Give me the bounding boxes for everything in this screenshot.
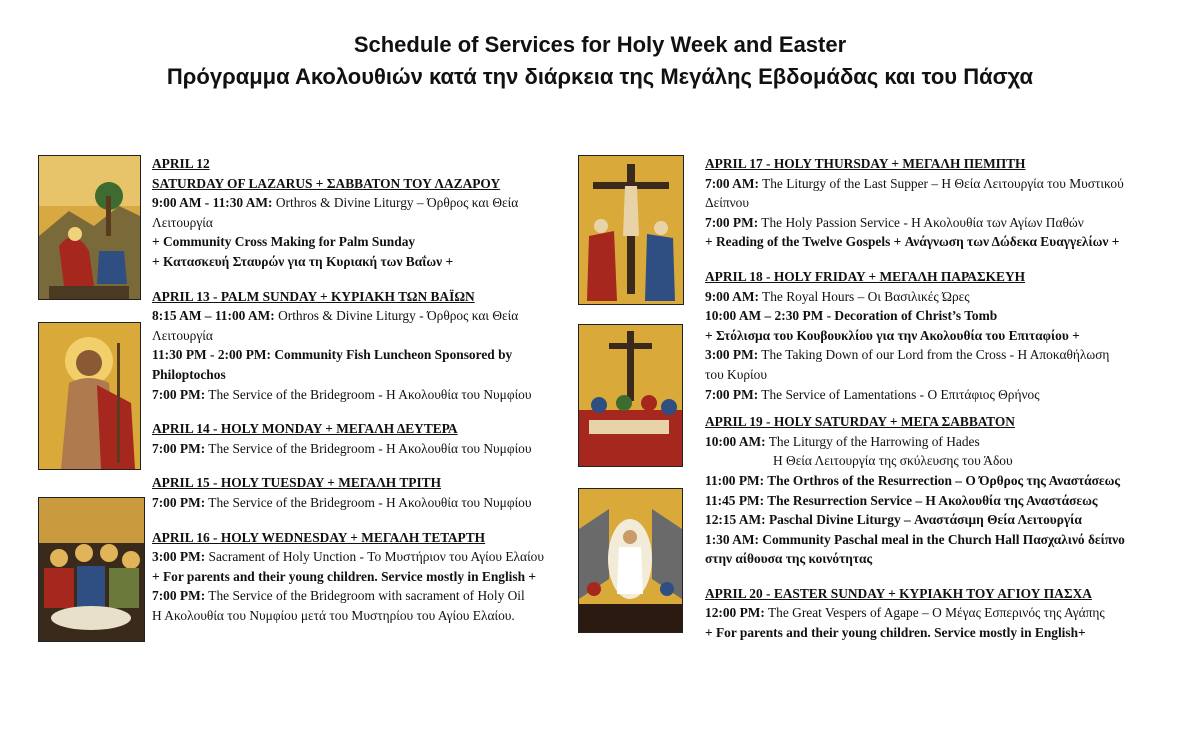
day-april-20 xyxy=(705,584,1155,643)
april-13-line-5: 7:00 PM: The Service of the Bridegroom - Η Ακολουθία του Νυμφίου xyxy=(152,386,532,402)
bridegroom-icon xyxy=(38,322,141,470)
holy-unction-icon xyxy=(38,497,145,642)
april-19-line-3: 11:00 PM: The Orthros of the Resurrection – Ο Όρθρος της Αναστάσεως xyxy=(705,472,1121,488)
april-19-header: APRIL 19 - HOLY SATURDAY + ΜΕΓΑ ΣΑΒΒΑΤΟΝ xyxy=(705,414,1015,430)
left-schedule-column xyxy=(152,154,572,640)
day-april-16 xyxy=(152,528,572,626)
april-15-header: APRIL 15 - HOLY TUESDAY + ΜΕΓΑΛΗ ΤΡΙΤΗ xyxy=(152,475,441,491)
april-19-line-1: 10:00 AM: The Liturgy of the Harrowing of Hades xyxy=(705,433,980,449)
april-20-line-1: 12:00 PM: The Great Vespers of Agape – Ο Μέγας Εσπερινός της Αγάπης xyxy=(705,605,1105,621)
april-16-line-2: + For parents and their young children. Service mostly in English + xyxy=(152,568,537,584)
day-april-14 xyxy=(152,419,572,458)
april-12-line-2: Λειτουργία xyxy=(152,214,213,230)
april-17-line-2: Δείπνου xyxy=(705,195,749,211)
day-april-19 xyxy=(705,412,1155,569)
day-april-17 xyxy=(705,154,1155,252)
april-17-header: APRIL 17 - HOLY THURSDAY + ΜΕΓΑΛΗ ΠΕΜΠΤΗ xyxy=(705,156,1026,171)
april-19-line-7: στην αίθουσα της κοινότητας xyxy=(705,551,873,567)
april-12-line-1: 9:00 AM - 11:30 AM: Orthros & Divine Liturgy – Όρθρος και Θεία xyxy=(152,195,519,211)
april-18-line-6: 7:00 PM: The Service of Lamentations - Ο Επιτάφιος Θρήνος xyxy=(705,386,1040,402)
april-19-line-5: 12:15 AM: Paschal Divine Liturgy – Αναστάσιμη Θεία Λειτουργία xyxy=(705,512,1082,528)
april-18-line-3: + Στόλισμα του Κουβουκλίου για την Ακολουθία του Επιταφίου + xyxy=(705,327,1080,343)
april-15-line-1: 7:00 PM: The Service of the Bridegroom - Η Ακολουθία του Νυμφίου xyxy=(152,494,532,510)
right-schedule-column xyxy=(705,154,1155,658)
april-13-line-3: 11:30 PM - 2:00 PM: Community Fish Luncheon Sponsored by xyxy=(152,347,513,363)
april-19-line-6: 1:30 AM: Community Paschal meal in the Church Hall Πασχαλινό δείπνο xyxy=(705,531,1125,547)
april-19-line-2: Η Θεία Λειτουργία της σκύλευσης του Άδου xyxy=(773,453,1013,469)
april-18-line-4: 3:00 PM: The Taking Down of our Lord from the Cross - Η Αποκαθήλωση xyxy=(705,347,1110,363)
april-17-line-1: 7:00 AM: The Liturgy of the Last Supper – Η Θεία Λειτουργία του Μυστικού xyxy=(705,175,1124,191)
april-13-line-2: Λειτουργία xyxy=(152,327,213,343)
april-12-date: APRIL 12 xyxy=(152,156,210,171)
april-18-line-1: 9:00 AM: The Royal Hours – Οι Βασιλικές Ώρες xyxy=(705,288,970,304)
resurrection-icon xyxy=(578,488,683,633)
april-14-line-1: 7:00 PM: The Service of the Bridegroom - Η Ακολουθία του Νυμφίου xyxy=(152,440,532,456)
crucifixion-icon xyxy=(578,155,684,305)
april-16-line-1: 3:00 PM: Sacrament of Holy Unction - Το Μυστήριον του Αγίου Ελαίου xyxy=(152,549,544,565)
april-18-header: APRIL 18 - HOLY FRIDAY + ΜΕΓΑΛΗ ΠΑΡΑΣΚΕΥΗ xyxy=(705,268,1026,284)
april-17-line-4: + Reading of the Twelve Gospels + Ανάγνωση των Δώδεκα Ευαγγελίων + xyxy=(705,234,1120,250)
page-subtitle-greek: Πρόγραμμα Ακολουθιών κατά την διάρκεια της Μεγάλης Εβδομάδας και του Πάσχα xyxy=(166,64,1034,89)
april-13-line-1: 8:15 AM – 11:00 AM: Orthros & Divine Liturgy - Όρθρος και Θεία xyxy=(152,308,519,324)
april-20-header: APRIL 20 - EASTER SUNDAY + ΚΥΡΙΑΚΗ ΤΟΥ ΑΓΙΟΥ ΠΑΣΧΑ xyxy=(705,585,1092,601)
raising-of-lazarus-icon xyxy=(38,155,141,300)
april-12-line-3: + Community Cross Making for Palm Sunday xyxy=(152,234,416,250)
april-13-header: APRIL 13 - PALM SUNDAY + ΚΥΡΙΑΚΗ ΤΩΝ ΒΑΪΩΝ xyxy=(152,288,475,304)
april-20-line-2: + For parents and their young children. Service mostly in English+ xyxy=(705,625,1086,641)
april-12-header: SATURDAY OF LAZARUS + ΣΑΒΒΑΤΟΝ ΤΟΥ ΛΑΖΑΡΟΥ xyxy=(152,175,501,191)
april-19-line-4: 11:45 PM: The Resurrection Service – Η Ακολουθία της Αναστάσεως xyxy=(705,492,1098,508)
day-april-13 xyxy=(152,287,572,405)
april-14-header: APRIL 14 - HOLY MONDAY + ΜΕΓΑΛΗ ΔΕΥΤΕΡΑ xyxy=(152,421,458,437)
day-april-15 xyxy=(152,473,572,512)
april-18-line-2: 10:00 AM – 2:30 PM - Decoration of Christ’s Tomb xyxy=(705,308,998,324)
page-title: Schedule of Services for Holy Week and Easter xyxy=(353,32,847,57)
day-april-12 xyxy=(152,154,572,272)
lamentation-icon xyxy=(578,324,683,467)
day-april-18 xyxy=(705,267,1155,404)
april-16-line-4: Η Ακολουθία του Νυμφίου μετά του Μυστηρίου του Αγίου Ελαίου. xyxy=(152,607,515,623)
april-13-line-4: Philoptochos xyxy=(152,366,226,382)
april-18-line-5: του Κυρίου xyxy=(705,366,767,382)
april-17-line-3: 7:00 PM: The Holy Passion Service - Η Ακολουθία των Αγίων Παθών xyxy=(705,214,1084,230)
april-16-line-3: 7:00 PM: The Service of the Bridegroom with sacrament of Holy Oil xyxy=(152,588,525,604)
april-16-header: APRIL 16 - HOLY WEDNESDAY + ΜΕΓΑΛΗ ΤΕΤΑΡΤΗ xyxy=(152,529,486,545)
april-12-line-4: + Κατασκευή Σταυρών για τη Κυριακή των Βαΐων + xyxy=(152,253,454,269)
